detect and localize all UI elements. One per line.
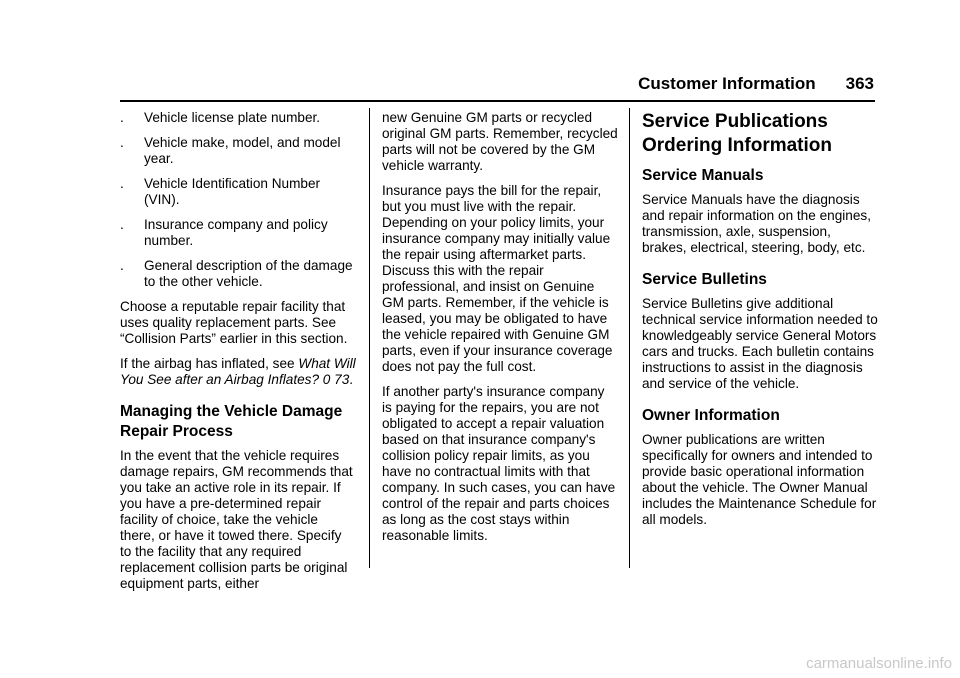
paragraph-service-bulletins: Service Bulletins give additional technical service information needed to knowledgeably service General Motors cars and trucks. Each bulletin contains instructions to assist in the diagnosis and service of the vehicle. [642, 296, 878, 391]
list-item [120, 258, 356, 290]
list-item-text: Vehicle make, model, and model year. [144, 135, 341, 166]
list-item [120, 135, 356, 167]
bullet-mark: . [120, 110, 124, 125]
header-rule [120, 100, 875, 102]
paragraph-other-party: If another party's insurance company is paying for the repairs, you are not obligated to accept a repair valuation based on that insurance company's collision policy repair limits, as you have no contractual limits with that company. In such cases, you can have control of the repair and parts choices as long as the cost stays within reasonable limits. [382, 384, 616, 543]
column-1 [120, 110, 356, 601]
paragraph-service-manuals: Service Manuals have the diagnosis and repair information on the engines, transmission, axle, suspension, brakes, electrical, steering, body, etc. [642, 192, 871, 255]
airbag-link[interactable]: What Will You See after an Airbag Inflates? [120, 356, 356, 387]
column-2 [382, 110, 618, 553]
heading-service-bulletins: Service Bulletins [642, 271, 767, 288]
heading-damage-repair: Managing the Vehicle Damage Repair Process [120, 403, 343, 440]
column-divider [629, 108, 630, 568]
bullet-mark: . [120, 258, 124, 273]
airbag-page-ref[interactable]: 0 73 [319, 372, 350, 387]
paragraph-damage-repair: In the event that the vehicle requires damage repairs, GM recommends that you take an active role in its repair. If you have a pre-determined repair facility of choice, take the vehicle there, or have it towed there. Specify to the facility that any required replacement collision parts be original equipment parts, either [120, 448, 353, 591]
list-item [120, 217, 356, 249]
list-item [120, 110, 356, 126]
column-3 [642, 110, 878, 537]
bullet-mark: . [120, 135, 124, 150]
page-header [0, 71, 874, 97]
page-number: 363 [845, 74, 874, 93]
paragraph-airbag [120, 356, 356, 388]
list-item-text: General description of the damage to the other vehicle. [144, 258, 353, 289]
paragraph-repair-facility: Choose a reputable repair facility that uses quality replacement parts. See “Collision Parts” earlier in this section. [120, 299, 348, 346]
column-divider [369, 108, 370, 568]
bullet-mark: . [120, 217, 124, 232]
paragraph-owner-information: Owner publications are written specifically for owners and intended to provide basic operational information about the vehicle. The Owner Manual includes the Maintenance Schedule for all models. [642, 432, 877, 527]
airbag-suffix: . [349, 372, 354, 387]
watermark: carmanualsonline.info [806, 655, 952, 672]
heading-service-manuals: Service Manuals [642, 167, 764, 184]
paragraph-genuine-parts: new Genuine GM parts or recycled original GM parts. Remember, recycled parts will not be covered by the GM vehicle warranty. [382, 110, 618, 173]
heading-service-publications: Service Publications Ordering Information [642, 111, 832, 156]
list-item-text: Vehicle license plate number. [144, 110, 321, 125]
airbag-prefix: If the airbag has inflated, see [120, 356, 299, 371]
list-item-text: Vehicle Identification Number (VIN). [144, 176, 321, 207]
heading-owner-information: Owner Information [642, 407, 780, 424]
list-item [120, 176, 356, 208]
bullet-mark: . [120, 176, 124, 191]
header-title: Customer Information [638, 74, 816, 93]
list-item-text: Insurance company and policy number. [144, 217, 328, 248]
paragraph-insurance: Insurance pays the bill for the repair, but you must live with the repair. Depending on your policy limits, your insurance company may initially value the repair using aftermarket parts. Discuss this with the repair professional, and insist on Genuine GM parts. Remember, if the vehicle is leased, you may be obligated to have the vehicle repaired with Genuine GM parts, even if your insurance coverage does not pay the full cost. [382, 183, 613, 374]
